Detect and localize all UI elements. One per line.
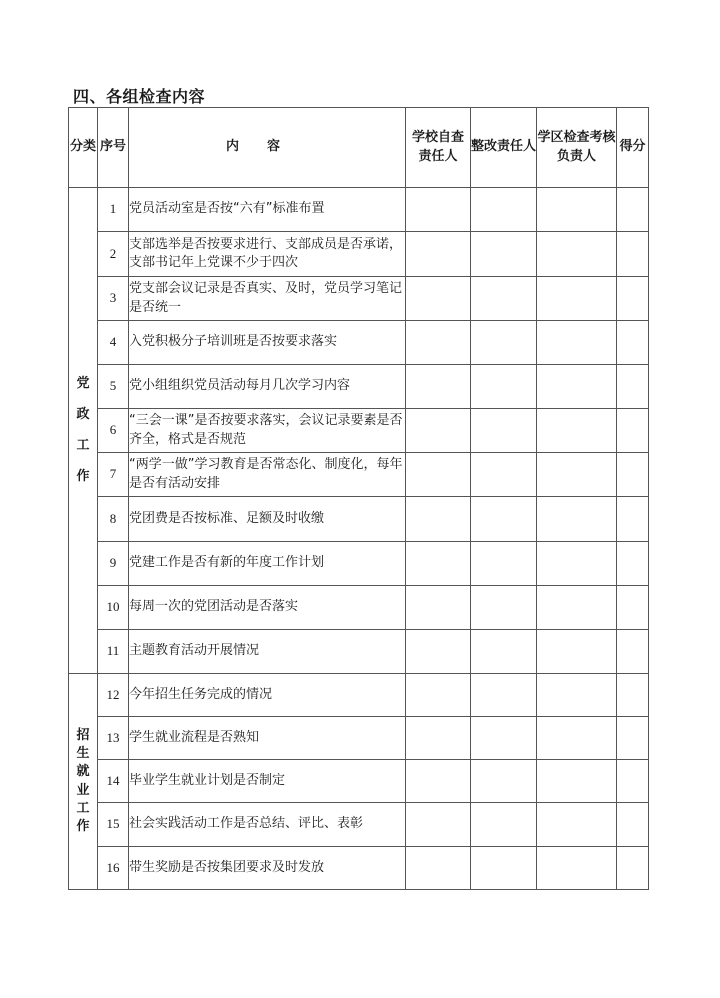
item-number: 12 <box>98 674 129 717</box>
category-cell: 招 生 就 业 工 作 <box>69 674 98 890</box>
score-cell[interactable] <box>617 847 649 890</box>
item-content: 党员活动室是否按“六有”标准布置 <box>129 188 406 232</box>
inspection-table <box>68 107 649 890</box>
item-content: 带生奖励是否按集团要求及时发放 <box>129 847 406 890</box>
table-body <box>69 188 649 890</box>
table-row <box>69 453 649 497</box>
score-cell[interactable] <box>617 674 649 717</box>
item-content: 今年招生任务完成的情况 <box>129 674 406 717</box>
district-check-cell[interactable] <box>537 630 617 674</box>
score-cell[interactable] <box>617 717 649 760</box>
item-content: 入党积极分子培训班是否按要求落实 <box>129 321 406 365</box>
rectify-cell[interactable] <box>471 586 537 630</box>
header-index: 序号 <box>98 108 129 188</box>
rectify-cell[interactable] <box>471 847 537 890</box>
self-check-cell[interactable] <box>406 630 471 674</box>
district-check-cell[interactable] <box>537 409 617 453</box>
score-cell[interactable] <box>617 803 649 847</box>
item-content: 主题教育活动开展情况 <box>129 630 406 674</box>
district-check-cell[interactable] <box>537 321 617 365</box>
item-content: “两学一做”学习教育是否常态化、制度化，每年是否有活动安排 <box>129 453 406 497</box>
rectify-cell[interactable] <box>471 453 537 497</box>
self-check-cell[interactable] <box>406 586 471 630</box>
table-row <box>69 365 649 409</box>
district-check-cell[interactable] <box>537 453 617 497</box>
self-check-cell[interactable] <box>406 847 471 890</box>
table-row <box>69 542 649 586</box>
rectify-cell[interactable] <box>471 630 537 674</box>
rectify-cell[interactable] <box>471 232 537 277</box>
item-content: 党团费是否按标准、足额及时收缴 <box>129 497 406 542</box>
item-content: 支部选举是否按要求进行、支部成员是否承诺，支部书记年上党课不少于四次 <box>129 232 406 277</box>
rectify-cell[interactable] <box>471 717 537 760</box>
item-content: 学生就业流程是否熟知 <box>129 717 406 760</box>
table-row <box>69 497 649 542</box>
table-row <box>69 674 649 717</box>
self-check-cell[interactable] <box>406 232 471 277</box>
item-number: 11 <box>98 630 129 674</box>
district-check-cell[interactable] <box>537 674 617 717</box>
score-cell[interactable] <box>617 760 649 803</box>
self-check-cell[interactable] <box>406 542 471 586</box>
item-number: 5 <box>98 365 129 409</box>
item-number: 4 <box>98 321 129 365</box>
category-cell: 党 政 工 作 <box>69 188 98 674</box>
item-number: 14 <box>98 760 129 803</box>
header-score: 得分 <box>617 108 649 188</box>
score-cell[interactable] <box>617 188 649 232</box>
self-check-cell[interactable] <box>406 717 471 760</box>
score-cell[interactable] <box>617 277 649 321</box>
table-row <box>69 847 649 890</box>
table-row <box>69 760 649 803</box>
rectify-cell[interactable] <box>471 803 537 847</box>
score-cell[interactable] <box>617 321 649 365</box>
item-content: 每周一次的党团活动是否落实 <box>129 586 406 630</box>
item-number: 15 <box>98 803 129 847</box>
header-category: 分类 <box>69 108 98 188</box>
rectify-cell[interactable] <box>471 277 537 321</box>
item-content: 党支部会议记录是否真实、及时，党员学习笔记是否统一 <box>129 277 406 321</box>
score-cell[interactable] <box>617 497 649 542</box>
item-number: 10 <box>98 586 129 630</box>
item-number: 8 <box>98 497 129 542</box>
self-check-cell[interactable] <box>406 277 471 321</box>
item-content: 毕业学生就业计划是否制定 <box>129 760 406 803</box>
rectify-cell[interactable] <box>471 409 537 453</box>
item-number: 7 <box>98 453 129 497</box>
score-cell[interactable] <box>617 409 649 453</box>
header-district-check: 学区检查考核负责人 <box>537 108 617 188</box>
self-check-cell[interactable] <box>406 409 471 453</box>
score-cell[interactable] <box>617 453 649 497</box>
self-check-cell[interactable] <box>406 674 471 717</box>
item-content: 党建工作是否有新的年度工作计划 <box>129 542 406 586</box>
section-title: 四、各组检查内容 <box>73 87 206 106</box>
score-cell[interactable] <box>617 232 649 277</box>
rectify-cell[interactable] <box>471 674 537 717</box>
table-row <box>69 586 649 630</box>
district-check-cell[interactable] <box>537 232 617 277</box>
self-check-cell[interactable] <box>406 803 471 847</box>
score-cell[interactable] <box>617 365 649 409</box>
header-rectify: 整改责任人 <box>471 108 537 188</box>
item-content: 党小组组织党员活动每月几次学习内容 <box>129 365 406 409</box>
self-check-cell[interactable] <box>406 760 471 803</box>
score-cell[interactable] <box>617 630 649 674</box>
rectify-cell[interactable] <box>471 542 537 586</box>
item-content: 社会实践活动工作是否总结、评比、表彰 <box>129 803 406 847</box>
table-row <box>69 803 649 847</box>
district-check-cell[interactable] <box>537 847 617 890</box>
header-content: 内容 <box>129 108 406 188</box>
header-self-check: 学校自查责任人 <box>406 108 471 188</box>
item-content: “三会一课”是否按要求落实，会议记录要素是否齐全，格式是否规范 <box>129 409 406 453</box>
item-number: 3 <box>98 277 129 321</box>
self-check-cell[interactable] <box>406 321 471 365</box>
self-check-cell[interactable] <box>406 497 471 542</box>
table-row <box>69 232 649 277</box>
district-check-cell[interactable] <box>537 717 617 760</box>
district-check-cell[interactable] <box>537 542 617 586</box>
district-check-cell[interactable] <box>537 188 617 232</box>
district-check-cell[interactable] <box>537 365 617 409</box>
rectify-cell[interactable] <box>471 365 537 409</box>
table-row <box>69 188 649 232</box>
self-check-cell[interactable] <box>406 453 471 497</box>
self-check-cell[interactable] <box>406 188 471 232</box>
district-check-cell[interactable] <box>537 497 617 542</box>
score-cell[interactable] <box>617 542 649 586</box>
table-row <box>69 630 649 674</box>
item-number: 13 <box>98 717 129 760</box>
item-number: 1 <box>98 188 129 232</box>
item-number: 9 <box>98 542 129 586</box>
item-number: 16 <box>98 847 129 890</box>
rectify-cell[interactable] <box>471 760 537 803</box>
table-header-row <box>69 108 649 188</box>
district-check-cell[interactable] <box>537 760 617 803</box>
district-check-cell[interactable] <box>537 586 617 630</box>
score-cell[interactable] <box>617 586 649 630</box>
item-number: 6 <box>98 409 129 453</box>
district-check-cell[interactable] <box>537 277 617 321</box>
table-row <box>69 409 649 453</box>
rectify-cell[interactable] <box>471 321 537 365</box>
self-check-cell[interactable] <box>406 365 471 409</box>
table-row <box>69 717 649 760</box>
rectify-cell[interactable] <box>471 497 537 542</box>
table-row <box>69 277 649 321</box>
table-row <box>69 321 649 365</box>
district-check-cell[interactable] <box>537 803 617 847</box>
item-number: 2 <box>98 232 129 277</box>
rectify-cell[interactable] <box>471 188 537 232</box>
